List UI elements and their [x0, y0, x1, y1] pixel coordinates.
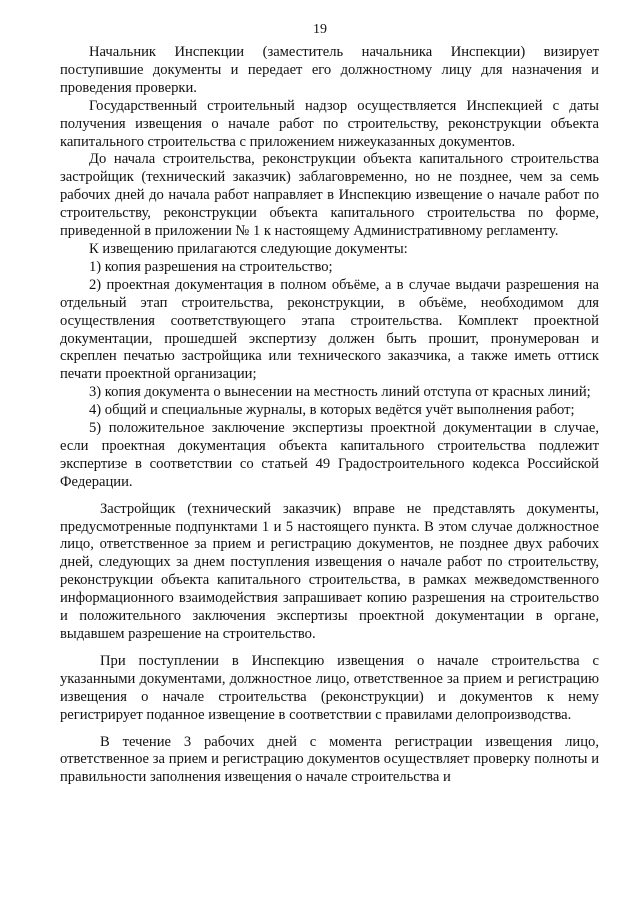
page-number: 19 [313, 22, 327, 37]
paragraph-review-note: Начальник Инспекции (заместитель начальника Инспекции) визирует поступившие документы и передает его должностному лицу для назначения и проведения проверки. [60, 44, 599, 96]
paragraph-attachments-intro: К извещению прилагаются следующие документы: [89, 240, 408, 257]
paragraph-supervision-start: Государственный строительный надзор осуществляется Инспекцией с даты получения извещения о начале работ по строительству, реконструкции объекта капитального строительства с приложением нижеуказанных документов. [60, 97, 599, 150]
document-body [60, 44, 599, 787]
list-item-red-lines-document: 3) копия документа о вынесении на местность линий отступа от красных линий; [89, 384, 591, 401]
paragraph-developer-rights: Застройщик (технический заказчик) вправе не представлять документы, предусмотренные подпунктами 1 и 5 настоящего пункта. В этом случае должностное лицо, ответственное за прием и регистрацию документов, не позднее двух рабочих дней, следующих за днем поступления извещения о начале работ по строительству, реконструкции объекта капитального строительства, в рамках межведомственного информационного взаимодействия запрашивает копию разрешения на строительство и положительного заключения экспертизы проектной документации в органе, выдавшем разрешение на строительство. [60, 500, 599, 642]
list-item-project-documentation: 2) проектная документация в полном объёме, а в случае выдачи разрешения на отдельный этап строительства, реконструкции, в объёме, необходимом для осуществления соответствующего этапа строительства. Комплект проектной документации, прошедшей экспертизу должен быть прошит, пронумерован и скреплен печатью застройщика или технического заказчика, а также иметь оттиск печати проектной организации; [60, 276, 599, 383]
list-item-expert-conclusion: 5) положительное заключение экспертизы проектной документации в случае, если проектная документация объекта капитального строительства подлежит экспертизе в соответствии со статьей 49 Градостроительного кодекса Российской Федерации. [60, 420, 599, 490]
paragraph-verification-period: В течение 3 рабочих дней с момента регистрации извещения лицо, ответственное за прием и регистрацию документов осуществляет проверку полноты и правильности заполнения извещения о начале строительства и [60, 733, 599, 786]
list-item-work-journals: 4) общий и специальные журналы, в которых ведётся учёт выполнения работ; [89, 402, 575, 419]
list-item-building-permit: 1) копия разрешения на строительство; [89, 258, 333, 275]
paragraph-notice-deadline: До начала строительства, реконструкции объекта капитального строительства застройщик (технический заказчик) заблаговременно, но не позднее, чем за семь рабочих дней до начала работ направляет в Инспекцию извещение о начале работ по строительству, реконструкции объекта капитального строительства по форме, приведенной в приложении № 1 к настоящему Административному регламенту. [60, 151, 599, 240]
paragraph-registration: При поступлении в Инспекцию извещения о начале строительства с указанными документами, должностное лицо, ответственное за прием и регистрацию извещения о начале строительства (реконструкции) и документов к нему регистрирует поданное извещение в соответствии с правилами делопроизводства. [60, 652, 599, 723]
